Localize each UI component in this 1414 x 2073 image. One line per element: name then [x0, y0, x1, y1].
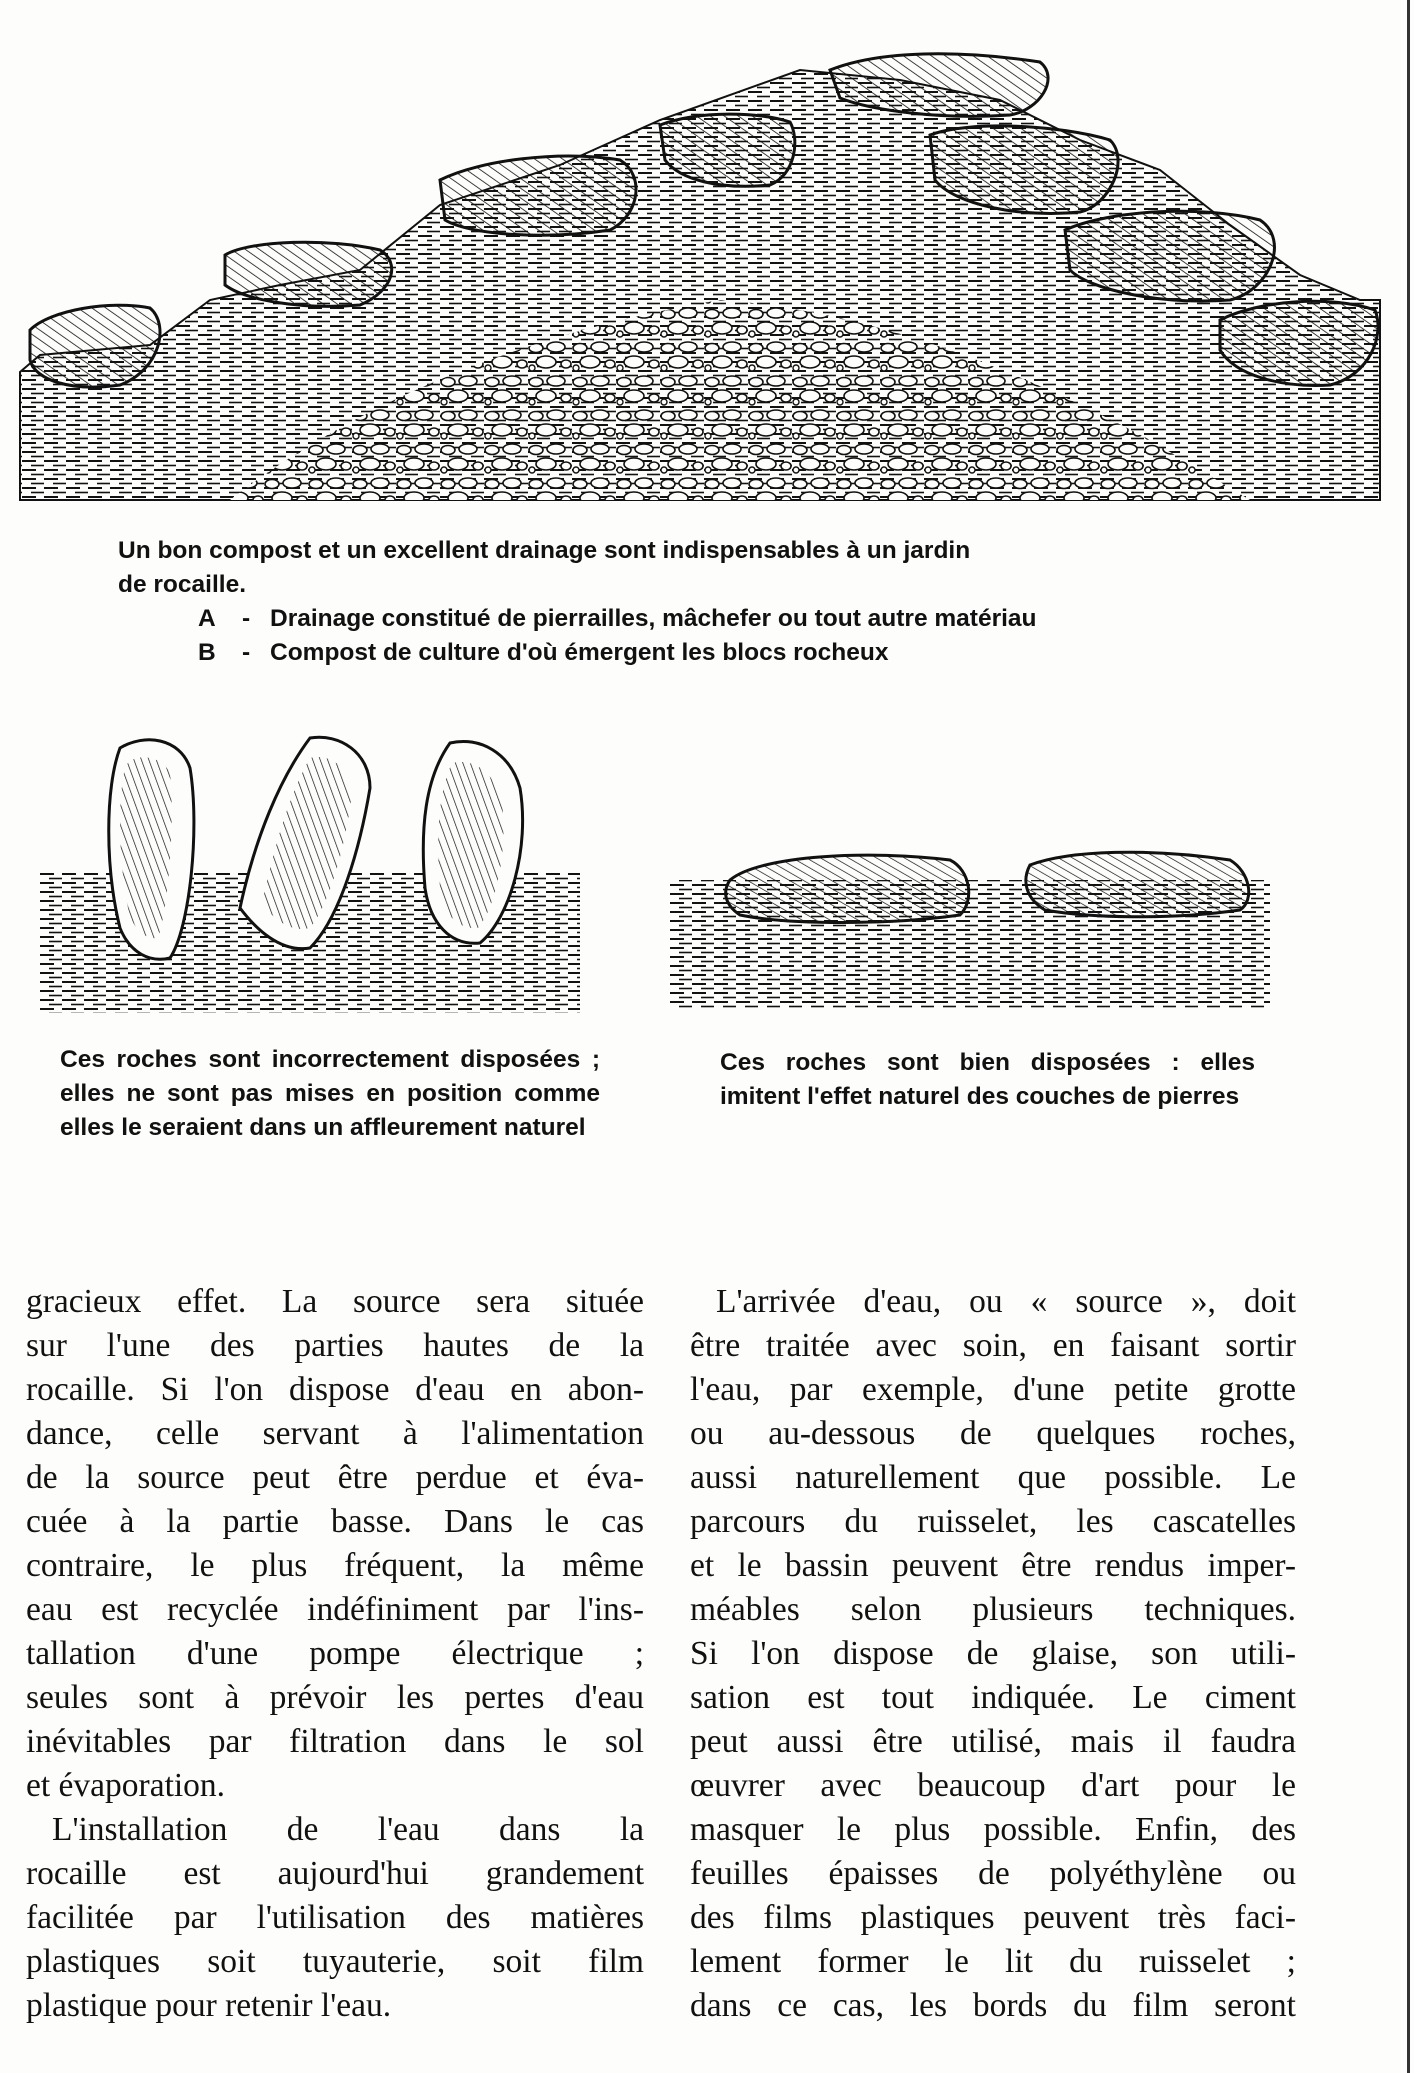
- text-line: inévitables par filtration dans le sol: [26, 1723, 644, 1760]
- text-line: gracieux effet. La source sera située: [26, 1283, 644, 1320]
- legend-key: B: [198, 639, 216, 666]
- caption-correct-rocks: Ces roches sont bien disposées : elles imitent l'effet naturel des couches de pierres: [720, 1049, 1255, 1110]
- text-line: facilitée par l'utilisation des matières: [26, 1899, 644, 1936]
- legend-text: Drainage constitué de pierrailles, mâchefer ou tout autre matériau: [270, 605, 1037, 632]
- text-line: sur l'une des parties hautes de la: [26, 1327, 644, 1364]
- rockery-cross-section-illustration: [0, 0, 1414, 520]
- text-line: rocaille est aujourd'hui grandement: [26, 1855, 644, 1892]
- text-line: seules sont à prévoir les pertes d'eau: [26, 1679, 644, 1716]
- text-line: méables selon plusieurs techniques.: [690, 1591, 1296, 1628]
- caption-drainage-compost: [118, 534, 1198, 670]
- text-line: Si l'on dispose de glaise, son utili-: [690, 1635, 1296, 1672]
- legend-item-b: B - Compost de culture d'où émergent les blocs rocheux: [118, 636, 1198, 670]
- text-line: parcours du ruisselet, les cascatelles: [690, 1503, 1296, 1540]
- text-line: L'installation de l'eau dans la: [52, 1811, 644, 1848]
- incorrect-rocks-illustration: [40, 728, 600, 1018]
- text-line: masquer le plus possible. Enfin, des: [690, 1811, 1296, 1848]
- body-column-left: [26, 1280, 644, 2028]
- text-line: plastiques soit tuyauterie, soit film: [26, 1943, 644, 1980]
- text-line: des films plastiques peuvent très faci-: [690, 1899, 1296, 1936]
- text-line: feuilles épaisses de polyéthylène ou: [690, 1855, 1296, 1892]
- legend-key: A: [198, 605, 216, 632]
- text-line: et le bassin peuvent être rendus imper-: [690, 1547, 1296, 1584]
- text-line: tallation d'une pompe électrique ;: [26, 1635, 644, 1672]
- text-line: eau est recyclée indéfiniment par l'ins-: [26, 1591, 644, 1628]
- legend-item-a: A - Drainage constitué de pierrailles, mâchefer ou tout autre matériau: [118, 602, 1198, 636]
- text-line: et évaporation.: [26, 1767, 226, 1804]
- text-line: ou au-dessous de quelques roches,: [690, 1415, 1296, 1452]
- correct-rocks-illustration: [670, 820, 1280, 1020]
- legend-text: Compost de culture d'où émergent les blocs rocheux: [270, 639, 889, 666]
- text-line: œuvrer avec beaucoup d'art pour le: [690, 1767, 1296, 1804]
- text-line: rocaille. Si l'on dispose d'eau en abon-: [26, 1371, 644, 1408]
- text-line: dans ce cas, les bords du film seront: [690, 1987, 1296, 2024]
- text-line: sation est tout indiquée. Le ciment: [690, 1679, 1296, 1716]
- text-line: aussi naturellement que possible. Le: [690, 1459, 1296, 1496]
- text-line: dance, celle servant à l'alimentation: [26, 1415, 644, 1452]
- text-line: de la source peut être perdue et éva-: [26, 1459, 644, 1496]
- text-line: contraire, le plus fréquent, la même: [26, 1547, 644, 1584]
- text-line: cuée à la partie basse. Dans le cas: [26, 1503, 644, 1540]
- page-edge-divider: [1407, 0, 1410, 2073]
- text-line: lement former le lit du ruisselet ;: [690, 1943, 1296, 1980]
- text-line: peut aussi être utilisé, mais il faudra: [690, 1723, 1296, 1760]
- body-column-right: [690, 1280, 1296, 2028]
- text-line: être traitée avec soin, en faisant sortir: [690, 1327, 1296, 1364]
- caption-line: Un bon compost et un excellent drainage sont indispensables à un jardin: [118, 537, 971, 564]
- caption-line: de rocaille.: [118, 571, 247, 598]
- caption-incorrect-rocks: Ces roches sont incorrectement disposées ; elles ne sont pas mises en position comme elles le seraient dans un affleurement naturel: [60, 1046, 600, 1141]
- text-line: plastique pour retenir l'eau.: [26, 1987, 392, 2024]
- text-line: L'arrivée d'eau, ou « source », doit: [716, 1283, 1296, 1320]
- text-line: l'eau, par exemple, d'une petite grotte: [690, 1371, 1296, 1408]
